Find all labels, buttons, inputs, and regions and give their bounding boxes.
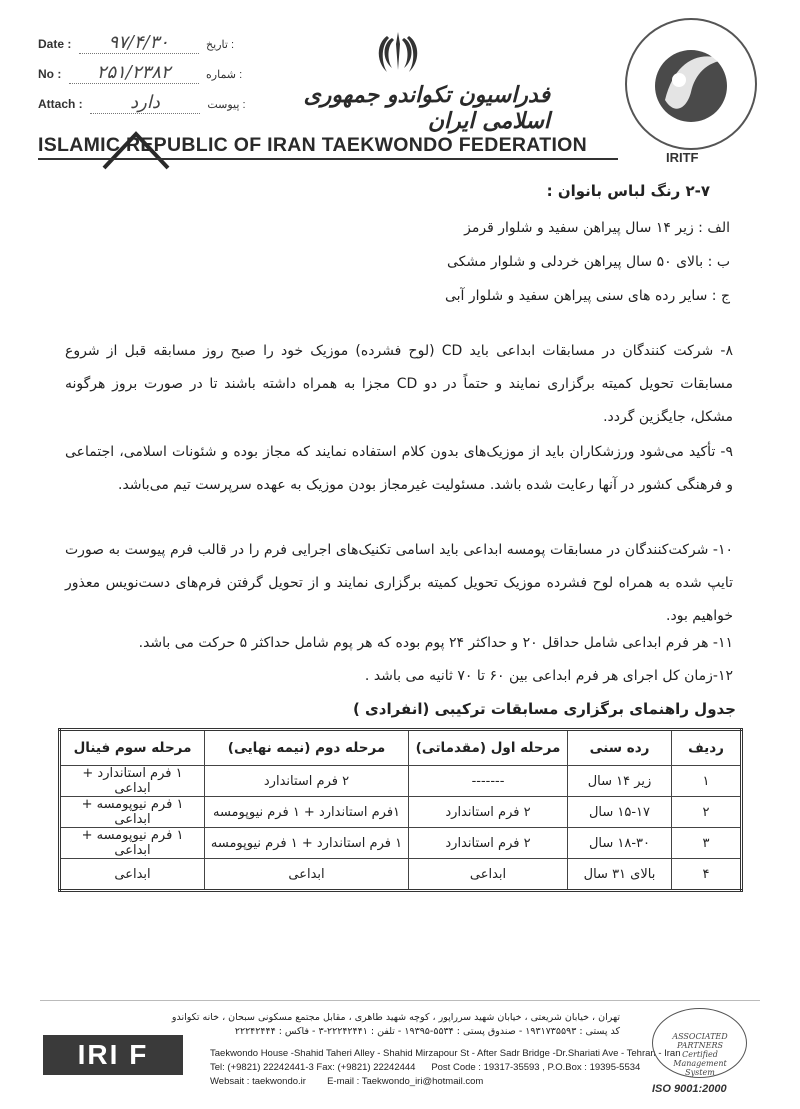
- competition-table: [58, 728, 743, 892]
- table-cell: بالای ۳۱ سال: [568, 859, 672, 891]
- footer-divider: [40, 1000, 760, 1001]
- table-cell: -------: [409, 766, 568, 797]
- paragraph-9: ۹- تأکید می‌شود ورزشکاران باید از موزیک‌های بدون کلام استفاده نمایند که مجاز بوده و شئونات اسلامی، اجتماعی و فرهنگی کشور در آنها رعایت شده باشد. مسئولیت غیرمجاز بودن موزیک به عهده سرپرست تیم می‌باشد.: [65, 444, 733, 493]
- table-header-row: [60, 730, 742, 766]
- table-cell: ابداعی: [205, 859, 409, 891]
- paragraph-12: ۱۲-زمان کل اجرای هر فرم ابداعی بین ۶۰ تا ۷۰ ثانیه می باشد .: [364, 668, 733, 684]
- certification-text: ASSOCIATED PARTNERS Certified Management System: [672, 1032, 728, 1077]
- table-cell: ۱ فرم استاندارد + ابداعی: [60, 766, 205, 797]
- date-value: ۹۷/۴/۳۰: [79, 32, 199, 54]
- column-header: مرحله دوم (نیمه نهایی): [205, 730, 409, 766]
- iso-label: ISO 9001:2000: [652, 1083, 727, 1095]
- logo-text: IRITF: [666, 150, 699, 165]
- table-cell: ۱ فرم استاندارد + ۱ فرم نیوپومسه: [205, 828, 409, 859]
- attach-label: Attach :: [38, 97, 83, 111]
- date-row: [38, 32, 234, 54]
- footer-codes-fa: کد پستی : ۱۹۳۱۷۳۵۵۹۳ - صندوق پستی : ۵۵۳۴-۱۹۳۹۵ - تلفن : ۲۲۲۴۲۴۴۱-۳ - فاکس : ۲۲۲۴۲۴۴۴: [234, 1026, 620, 1037]
- iran-emblem-icon: [378, 30, 418, 76]
- table-cell: ۲ فرم استاندارد: [205, 766, 409, 797]
- column-header: مرحله سوم فینال: [60, 730, 205, 766]
- list-item: الف : زیر ۱۴ سال پیراهن سفید و شلوار قرمز: [464, 220, 730, 236]
- footer-address-fa: تهران ، خیابان شریعتی ، خیابان شهید سرراپور ، کوچه شهید طاهری ، مقابل مجتمع مسکونی سبحان ، خانه تکواندو: [171, 1012, 620, 1023]
- footer-logo: IRI F: [43, 1035, 183, 1075]
- table-cell: ۱فرم استاندارد + ۱ فرم نیوپومسه: [205, 797, 409, 828]
- paragraph-10: ۱۰- شرکت‌کنندگان در مسابقات پومسه ابداعی باید اسامی تکنیک‌های اجرایی فرم را در قالب فرم پیوست به صورت تایپ شده به همراه لوح فشرده موزیک تحویل کمیته برگزاری نمایند و از تحویل گرفتن فرم‌های دست‌نویس معذور خواهیم بود.: [65, 542, 733, 624]
- attach-value: دارد: [90, 92, 200, 114]
- number-row: [38, 62, 242, 84]
- table-cell: ۱۵-۱۷ سال: [568, 797, 672, 828]
- table-row: [60, 797, 742, 828]
- table-cell: ۱: [672, 766, 742, 797]
- table-cell: ابداعی: [409, 859, 568, 891]
- column-header: رده سنی: [568, 730, 672, 766]
- table-cell: ۱۸-۳۰ سال: [568, 828, 672, 859]
- column-header: ردیف: [672, 730, 742, 766]
- table-cell: ۴: [672, 859, 742, 891]
- table-cell: ۱ فرم نیوپومسه + ابداعی: [60, 797, 205, 828]
- number-label-fa: شماره :: [206, 69, 243, 81]
- footer-tel-fax: Tel: (+9821) 22242441-3 Fax: (+9821) 22242444: [210, 1062, 416, 1073]
- header-divider: [38, 158, 618, 160]
- paragraph-11: ۱۱- هر فرم ابداعی شامل حداقل ۲۰ و حداکثر ۲۴ پوم بوده که هر پوم شامل حداکثر ۵ حرکت می باشد.: [138, 635, 733, 651]
- table-cell: ۱ فرم نیوپومسه + ابداعی: [60, 828, 205, 859]
- footer-address-en: Taekwondo House -Shahid Taheri Alley - Shahid Mirzapour St - After Sadr Bridge -Dr.Shariati Ave - Tehran - Iran: [210, 1048, 681, 1059]
- number-value: ۲۵۱/۲۳۸۲: [69, 62, 199, 84]
- table-row: [60, 766, 742, 797]
- list-item: ج : سایر رده های سنی پیراهن سفید و شلوار آبی: [444, 288, 730, 304]
- federation-title-en: ISLAMIC REPUBLIC OF IRAN TAEKWONDO FEDERATION: [38, 134, 588, 156]
- column-header: مرحله اول (مقدماتی): [409, 730, 568, 766]
- paragraph-8: ۸- شرکت کنندگان در مسابقات ابداعی باید CD (لوح فشرده) موزیک خود را صبح روز مسابقه قبل از شروع مسابقات تحویل کمیته برگزاری نمایند و حتماً در دو CD مجزا به همراه داشته باشند تا در صورت بروز هرگونه مشکل، جایگزین گردد.: [65, 343, 733, 425]
- table-cell: ۲ فرم استاندارد: [409, 797, 568, 828]
- table-cell: ۲: [672, 797, 742, 828]
- table-cell: ۲ فرم استاندارد: [409, 828, 568, 859]
- list-item: ب : بالای ۵۰ سال پیراهن خردلی و شلوار مشکی: [447, 254, 730, 270]
- number-label: No :: [38, 67, 62, 81]
- taekwondo-figure-icon: [645, 40, 737, 132]
- attach-label-fa: پیوست :: [207, 99, 246, 111]
- footer-post: Post Code : 19317-35593 , P.O.Box : 19395-5534: [431, 1062, 641, 1073]
- chevron-mark-icon: [102, 130, 170, 170]
- table-cell: ابداعی: [60, 859, 205, 891]
- table-row: [60, 859, 742, 891]
- section-heading: ۲-۷ رنگ لباس بانوان :: [546, 182, 710, 200]
- date-label: Date :: [38, 37, 72, 51]
- date-label-fa: تاریخ :: [206, 39, 235, 51]
- footer-website[interactable]: Websait : taekwondo.ir: [210, 1076, 306, 1087]
- table-cell: زیر ۱۴ سال: [568, 766, 672, 797]
- table-title: جدول راهنمای برگزاری مسابقات ترکیبی (انفرادی ): [352, 700, 736, 718]
- table-row: [60, 828, 742, 859]
- footer-web-row: [210, 1076, 620, 1087]
- footer-email[interactable]: E-mail : Taekwondo_iri@hotmail.com: [327, 1076, 484, 1087]
- attach-row: [38, 92, 246, 114]
- table-cell: ۳: [672, 828, 742, 859]
- footer-contact-row: [210, 1062, 641, 1073]
- federation-title-fa: فدراسیون تکواندو جمهوری اسلامی ایران: [303, 82, 550, 134]
